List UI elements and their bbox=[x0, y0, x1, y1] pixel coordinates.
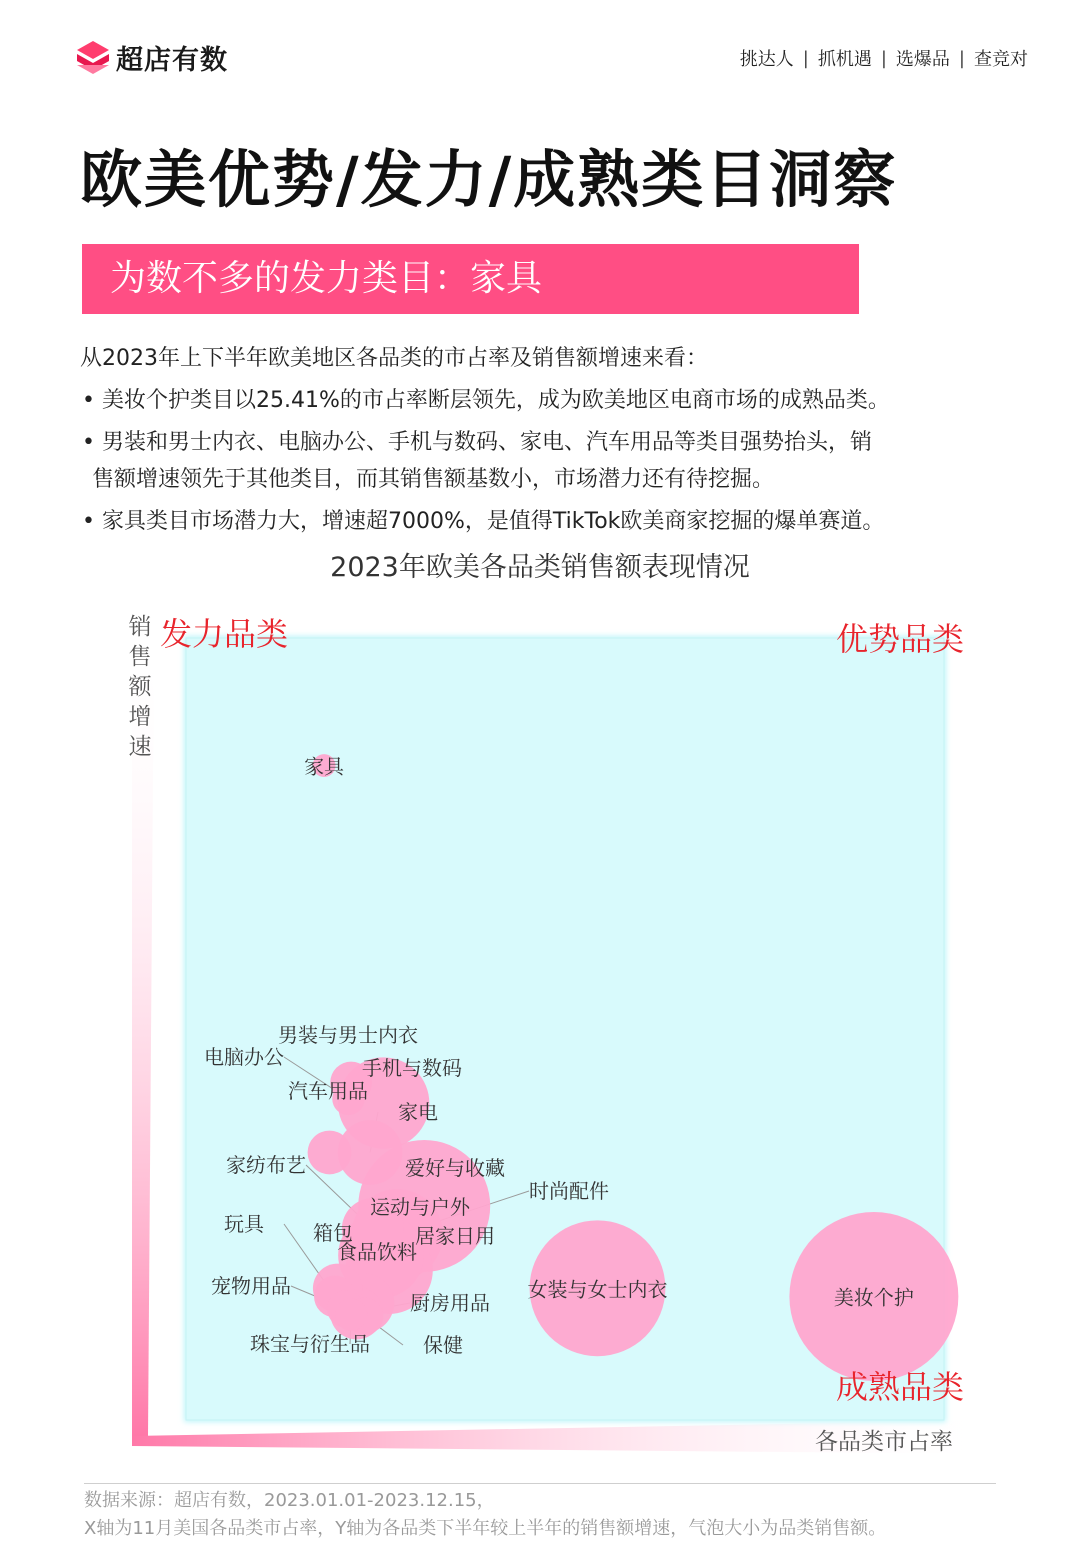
y-axis-label: 销售额增速 bbox=[128, 614, 152, 759]
bubble-label: 珠宝与衍生品 bbox=[250, 1332, 370, 1356]
nav-item-find-influencer[interactable]: 挑达人 bbox=[739, 49, 794, 70]
chart-title: 2023年欧美各品类销售额表现情况 bbox=[330, 552, 750, 583]
bullet-text: 男装和男士内衣、电脑办公、手机与数码、家电、汽车用品等类目强势抬头，销 bbox=[102, 430, 873, 455]
nav-separator: | bbox=[958, 47, 965, 69]
section-banner-text: 为数不多的发力类目：家具 bbox=[110, 258, 543, 299]
bubble-label: 食品饮料 bbox=[337, 1240, 417, 1264]
nav-separator: | bbox=[880, 47, 887, 69]
bubble-label: 玩具 bbox=[224, 1212, 264, 1236]
bubble-label: 家电 bbox=[398, 1100, 438, 1124]
data-source-line: X轴为11月美国各品类市占率，Y轴为各品类下半年较上半年的销售额增速，气泡大小为品类销售额。 bbox=[84, 1518, 887, 1539]
bubble-label: 家纺布艺 bbox=[226, 1153, 306, 1177]
bullet-text: 家具类目市场潜力大，增速超7000%，是值得TikTok欧美商家挖掘的爆单赛道。 bbox=[102, 509, 885, 534]
bubble-label: 居家日用 bbox=[415, 1224, 495, 1248]
bubble-label: 时尚配件 bbox=[529, 1179, 609, 1203]
bullet-dot: • bbox=[82, 430, 95, 455]
footer-divider bbox=[84, 1483, 996, 1484]
quadrant-label-top-left: 发力品类 bbox=[160, 616, 289, 652]
bubble-label: 女装与女士内衣 bbox=[527, 1277, 668, 1302]
nav-item-hot-products[interactable]: 选爆品 bbox=[895, 49, 950, 70]
bubble-label: 爱好与收藏 bbox=[405, 1156, 505, 1180]
nav-separator: | bbox=[802, 47, 809, 69]
nav-item-competitors[interactable]: 查竞对 bbox=[974, 49, 1028, 70]
nav-item-opportunities[interactable]: 抓机遇 bbox=[817, 49, 872, 70]
bubble-label: 宠物用品 bbox=[211, 1274, 291, 1298]
data-source-note bbox=[84, 1487, 886, 1543]
bullet-text-continued: 售额增速领先于其他类目，而其销售额基数小，市场潜力还有待挖掘。 bbox=[92, 467, 775, 492]
bubble-label: 运动与户外 bbox=[370, 1195, 470, 1219]
y-axis-wedge bbox=[132, 640, 154, 1436]
bubble-label: 美妆个护 bbox=[833, 1285, 914, 1310]
bubble[interactable] bbox=[308, 1131, 352, 1175]
intro-text: 从2023年上下半年欧美地区各品类的市占率及销售额增速来看： bbox=[80, 346, 708, 371]
bubble-label: 箱包 bbox=[313, 1221, 353, 1245]
bullet-text: 美妆个护类目以25.41%的市占率断层领先，成为欧美地区电商市场的成熟品类。 bbox=[102, 388, 890, 413]
quadrant-label-bottom-right: 成熟品类 bbox=[835, 1369, 964, 1405]
data-source-line: 数据来源：超店有数，2023.01.01-2023.12.15， bbox=[84, 1490, 495, 1511]
bubble-label: 手机与数码 bbox=[362, 1056, 462, 1080]
x-axis-label: 各品类市占率 bbox=[815, 1429, 953, 1454]
bullet-dot: • bbox=[82, 509, 95, 534]
brand-name: 超店有数 bbox=[116, 45, 228, 76]
bubble-label: 汽车用品 bbox=[288, 1079, 368, 1103]
bullet-dot: • bbox=[82, 388, 95, 413]
bubble-label: 电脑办公 bbox=[204, 1045, 284, 1069]
bubble[interactable] bbox=[335, 1298, 367, 1330]
bubble-label: 厨房用品 bbox=[410, 1291, 490, 1315]
quadrant-label-top-right: 优势品类 bbox=[835, 621, 964, 657]
bubble-label: 男装与男士内衣 bbox=[278, 1023, 418, 1047]
page-title: 欧美优势/发力/成熟类目洞察 bbox=[80, 143, 898, 216]
bubble-label: 家具 bbox=[304, 754, 345, 779]
bubble-label: 保健 bbox=[423, 1333, 463, 1357]
